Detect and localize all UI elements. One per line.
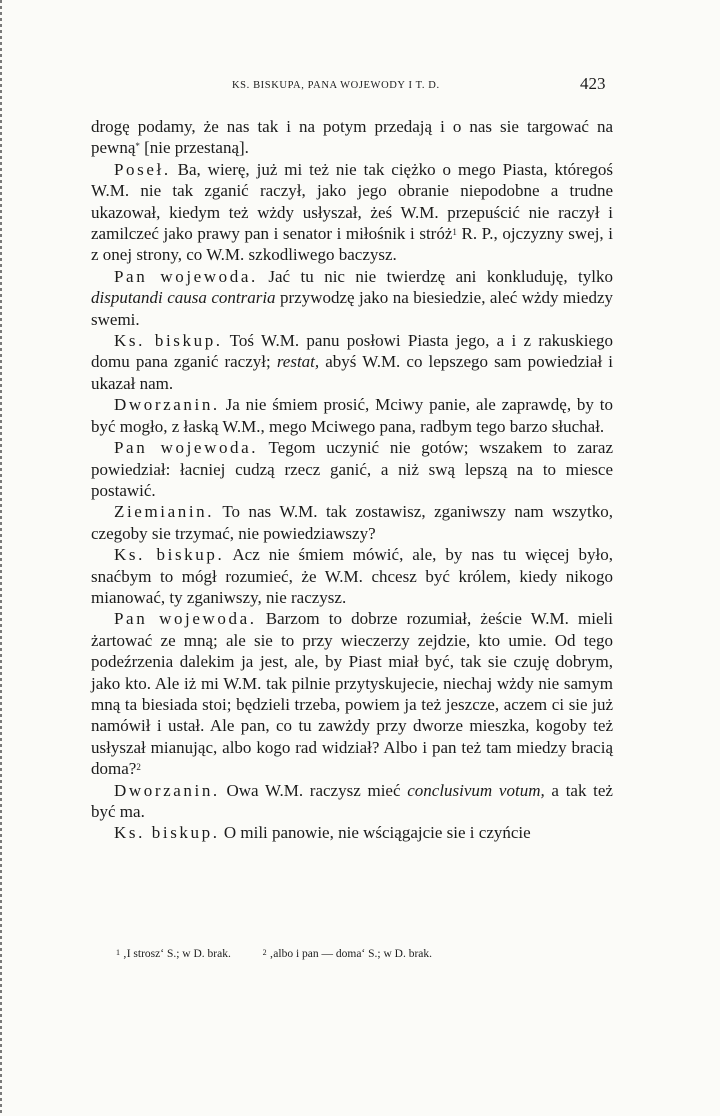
paragraph-posel xyxy=(91,159,613,266)
footnote-text: ‚albo i pan — doma‘ S.; w D. brak. xyxy=(269,948,433,960)
footnotes xyxy=(116,948,432,960)
paragraph-biskup-1 xyxy=(91,330,613,394)
italic-phrase: conclusivum votum, xyxy=(407,780,545,800)
paragraph-wojewoda-2 xyxy=(91,437,613,501)
speaker-name: Ks. biskup. xyxy=(114,545,225,565)
paragraph-biskup-2 xyxy=(91,544,613,608)
text: drogę podamy, że nas tak i na potym przedają i o nas sie targować na pewną xyxy=(91,117,613,158)
paragraph-1 xyxy=(91,116,613,159)
text: Owa W.M. raczysz mieć xyxy=(219,780,408,800)
text: przywodzę jako na biesiedzie, aleć wżdy miedzy swemi. xyxy=(91,288,613,329)
footnote-2 xyxy=(263,948,432,960)
text: O mili panowie, nie wściągajcie sie i czyńcie xyxy=(219,823,531,843)
paragraph-biskup-3 xyxy=(91,822,613,843)
text: Barzom to dobrze rozumiał, żeście W.M. mieli żartować ze mną; ale sie to przy wieczerzy zejdzie, kto umie. Od tego podeźrzenia dalekim ja jest, ale, by Piast miał być, tak sie czuję dobrym, jako kto. Ale iż mi W.M. tak pilnie przytyskujecie, niechaj wżdy nie samym mną ta biesiada stoi; będzieli trzeba, powiem ja też jeszcze, aczem ci sie już namówił i ustał. Ale pan, co tu zawżdy przy dworze mieszka, kogoby też usłyszał mianując, albo kogo rad widział? Albo i pan też tam miedzy bracią doma? xyxy=(91,609,613,779)
text: R. P., ojczyzny swej, i z onej strony, co W.M. szkodliwego baczysz. xyxy=(91,224,614,265)
speaker-name: Pan wojewoda. xyxy=(114,266,258,286)
italic-phrase: disputandi causa contraria xyxy=(91,288,276,308)
italic-phrase: restat, xyxy=(276,352,320,372)
text: Tegom uczynić nie gotów; wszakem to zaraz powiedział: łacniej cudzą rzecz ganić, a niż swą lepszą na to miesce postawić. xyxy=(91,438,613,500)
paragraph-ziemianin xyxy=(91,501,613,544)
text: Toś W.M. panu posłowi Piasta jego, a i z rakuskiego domu pana zganić raczył; xyxy=(91,331,613,372)
text: To nas W.M. tak zostawisz, zganiwszy nam wszytko, czegoby sie trzymać, nie powiedziawszy? xyxy=(91,502,613,543)
body-text xyxy=(91,116,613,844)
footnote-ref: 1 xyxy=(452,227,457,238)
speaker-name: Ziemianin. xyxy=(114,502,215,522)
paragraph-wojewoda-3 xyxy=(91,608,613,779)
speaker-name: Ks. biskup. xyxy=(114,331,223,351)
speaker-name: Dworzanin. xyxy=(114,395,220,415)
text: a tak też być ma. xyxy=(91,780,613,821)
speaker-name: Ks. biskup. xyxy=(114,823,220,843)
footnote-number: 1 xyxy=(116,948,120,957)
scan-page-edge xyxy=(0,0,2,1116)
footnote-ref: 2 xyxy=(136,762,141,773)
paragraph-dworzanin-1 xyxy=(91,394,613,437)
text: Ba, wierę, już mi też nie tak ciężko o mego Piasta, któregoś W.M. nie tak zganić raczył, jako jego obranie niepodobne a trudne ukazował, kiedym też wżdy usłyszał, żeś W.M. przepuścić nie raczył i zamilczeć jako prawy pan i senator i miłośnik i stróż xyxy=(91,159,613,244)
speaker-name: Pan wojewoda. xyxy=(114,609,257,629)
text: [nie przestaną]. xyxy=(139,138,249,158)
footnote-1 xyxy=(116,948,231,960)
speaker-name: Poseł. xyxy=(114,159,171,179)
speaker-name: Dworzanin. xyxy=(114,780,220,800)
text: Acz nie śmiem mówić, ale, by nas tu więcej było, snaćbym to mógł rozumieć, że W.M. chcesz być królem, kiedy nikogo mianować, ty zganiwszy, nie raczysz. xyxy=(91,545,613,607)
text: abyś W.M. co lepszego sam powiedział i ukazał nam. xyxy=(91,352,613,393)
page-number: 423 xyxy=(580,74,606,93)
running-head: KS. BISKUPA, PANA WOJEWODY I T. D. xyxy=(232,80,440,91)
text: Ja nie śmiem prosić, Mciwy panie, ale zaprawdę, by to być mogło, z łaską W.M., mego Mciwego pana, radbym tego barzo słuchał. xyxy=(91,395,613,436)
footnote-number: 2 xyxy=(262,948,267,957)
paragraph-wojewoda-1 xyxy=(91,266,613,330)
speaker-name: Pan wojewoda. xyxy=(114,438,259,458)
paragraph-dworzanin-2 xyxy=(91,780,613,823)
text: Jać tu nic nie twierdzę ani konkluduję, tylko xyxy=(257,266,614,286)
editor-mark: * xyxy=(135,141,140,152)
footnote-text: ‚I strosz‘ S.; w D. brak. xyxy=(122,948,231,960)
